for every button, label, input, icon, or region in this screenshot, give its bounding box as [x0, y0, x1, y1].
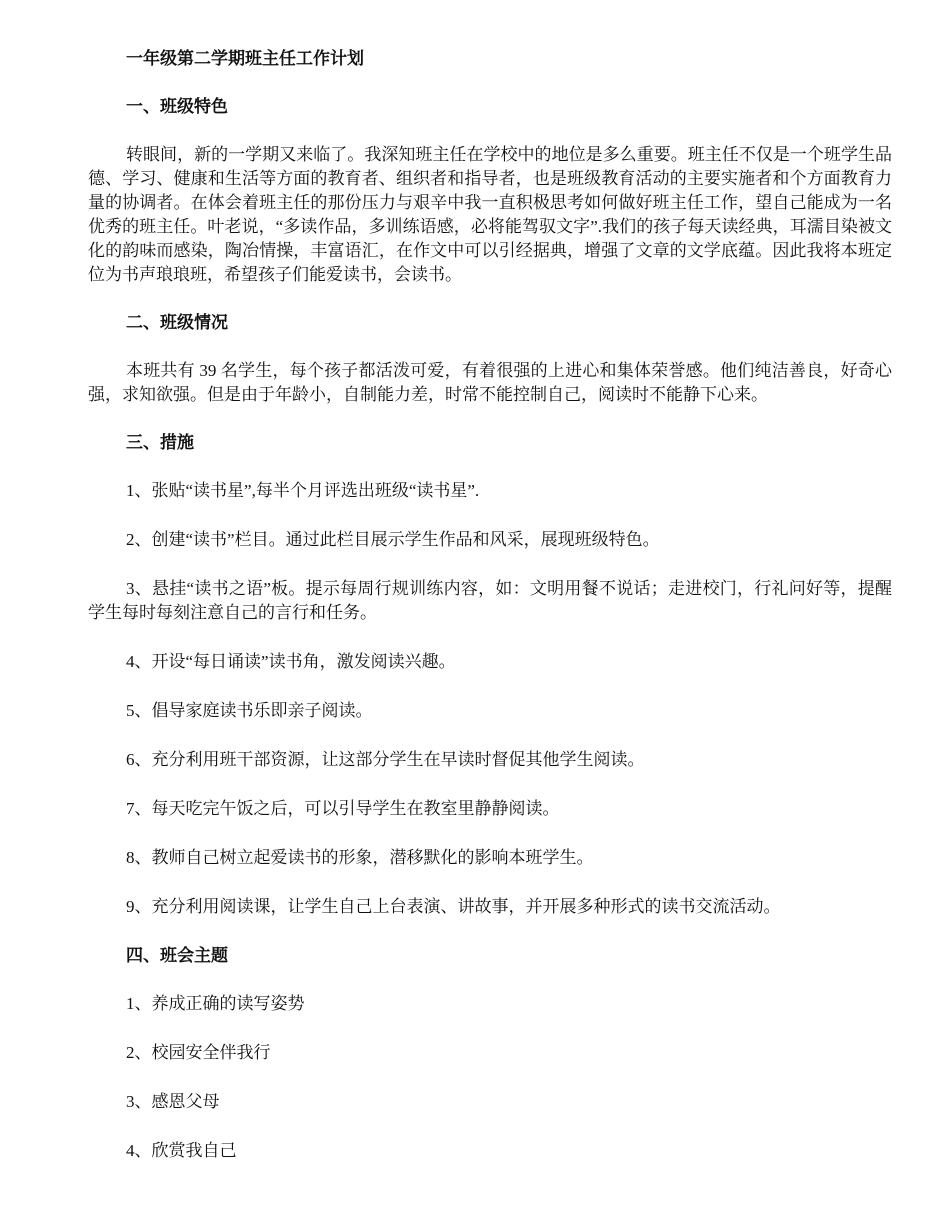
list-item: 9、充分利用阅读课，让学生自己上台表演、讲故事，并开展多种形式的读书交流活动。 [126, 897, 781, 916]
list-item: 8、教师自己树立起爱读书的形象，潜移默化的影响本班学生。 [126, 848, 594, 867]
list-item: 4、欣赏我自己 [126, 1141, 237, 1160]
list-item: 4、开设“每日诵读”读书角，激发阅读兴趣。 [126, 652, 456, 671]
section-heading-measures: 三、措施 [126, 433, 194, 452]
list-item: 5、倡导家庭读书乐即亲子阅读。 [126, 701, 373, 720]
list-item: 7、每天吃完午饭之后，可以引导学生在教室里静静阅读。 [126, 799, 560, 818]
section-heading-class-situation: 二、班级情况 [126, 313, 228, 332]
document-title: 一年级第二学期班主任工作计划 [126, 49, 364, 68]
list-item: 1、张贴“读书星”,每半个月评选出班级“读书星”. [126, 481, 480, 500]
list-item: 6、充分利用班干部资源，让这部分学生在早读时督促其他学生阅读。 [126, 750, 645, 769]
list-item: 1、养成正确的读写姿势 [126, 994, 305, 1013]
list-item: 2、校园安全伴我行 [126, 1043, 271, 1062]
paragraph-class-features: 转眼间，新的一学期又来临了。我深知班主任在学校中的地位是多么重要。班主任不仅是一个班学生品德、学习、健康和生活等方面的教育者、组织者和指导者，也是班级教育活动的主要实施者和个方面教育力量的协调者。在体会着班主任的那份压力与艰辛中我一直积极思考如何做好班主任工作，望自己能成为一名优秀的班主任。叶老说，“多读作品，多训练语感，必将能驾驭文字”.我们的孩子每天读经典，耳濡目染被文化的韵味而感染，陶冶情操，丰富语汇，在作文中可以引经据典，增强了文章的文学底蕴。因此我将本班定位为书声琅琅班，希望孩子们能爱读书，会读书。 [88, 145, 892, 284]
list-item: 2、创建“读书”栏目。通过此栏目展示学生作品和风采，展现班级特色。 [126, 530, 660, 549]
paragraph-class-situation: 本班共有 39 名学生，每个孩子都活泼可爱，有着很强的上进心和集体荣誉感。他们纯洁善良，好奇心强，求知欲强。但是由于年龄小，自制能力差，时常不能控制自己，阅读时不能静下心来。 [88, 361, 892, 404]
section-heading-class-meeting-themes: 四、班会主题 [126, 946, 228, 965]
list-item: 3、悬挂“读书之语”板。提示每周行规训练内容，如：文明用餐不说话；走进校门，行礼问好等，提醒学生每时每刻注意自己的言行和任务。 [88, 579, 892, 622]
section-heading-class-features: 一、班级特色 [126, 97, 228, 116]
list-item: 3、感恩父母 [126, 1092, 220, 1111]
